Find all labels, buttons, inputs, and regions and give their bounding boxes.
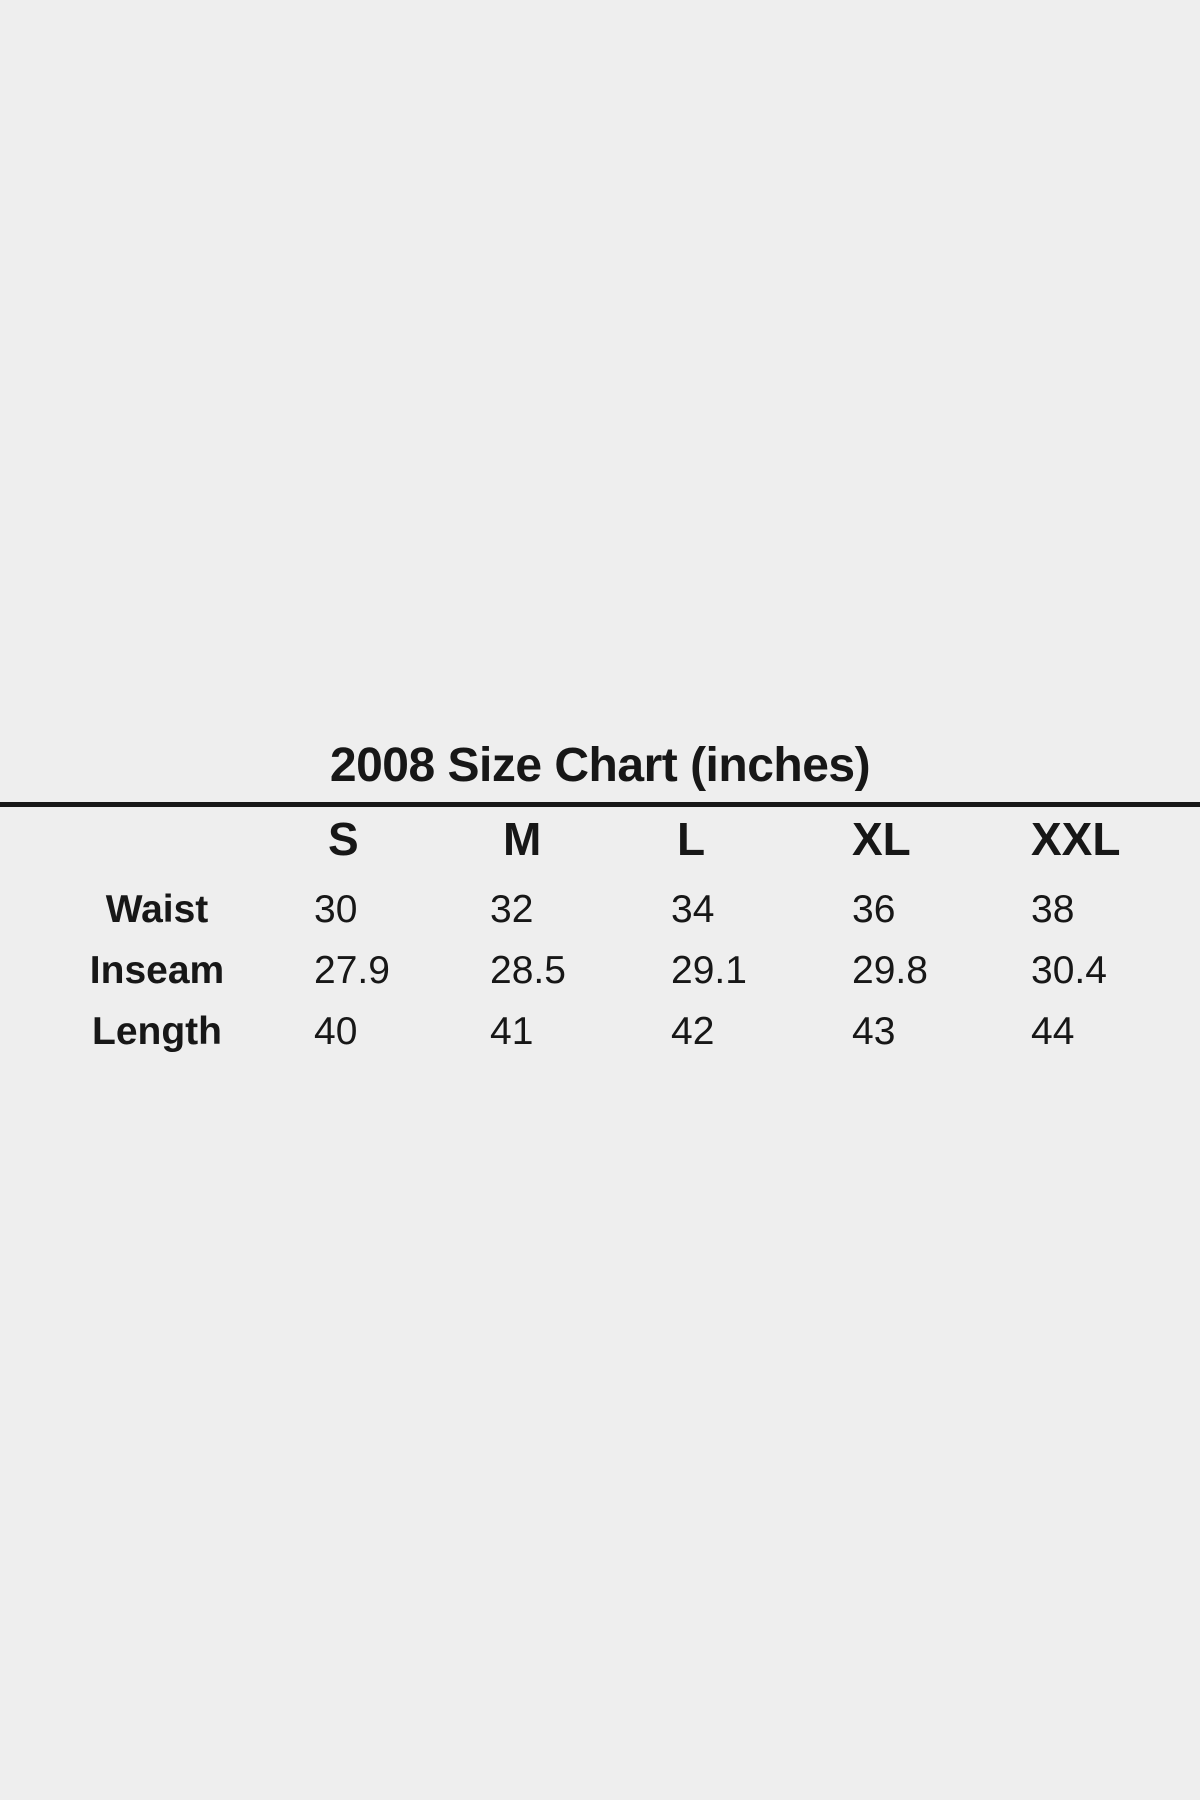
column-header-s: S	[328, 813, 359, 865]
length-value-xxl: 44	[1031, 1010, 1075, 1053]
waist-value-m: 32	[490, 888, 534, 931]
table-row-length	[0, 1012, 1200, 1051]
chart-title: 2008 Size Chart (inches)	[329, 739, 871, 792]
table-header-row	[0, 813, 1200, 865]
column-header-l: L	[677, 813, 706, 865]
waist-value-s: 30	[314, 888, 358, 931]
inseam-value-s: 27.9	[314, 949, 390, 992]
header-spacer-cell	[0, 816, 314, 862]
inseam-value-l: 29.1	[671, 949, 747, 992]
length-value-s: 40	[314, 1010, 358, 1053]
waist-value-l: 34	[671, 888, 715, 931]
waist-value-xl: 36	[852, 888, 896, 931]
table-row-inseam	[0, 951, 1200, 990]
title-divider-line	[0, 802, 1200, 807]
inseam-value-xl: 29.8	[852, 949, 928, 992]
inseam-value-xxl: 30.4	[1031, 949, 1107, 992]
column-header-m: M	[503, 813, 542, 865]
inseam-value-m: 28.5	[490, 949, 566, 992]
column-header-xl: XL	[852, 813, 911, 865]
waist-value-xxl: 38	[1031, 888, 1075, 931]
length-value-xl: 43	[852, 1010, 896, 1053]
row-label-length: Length	[92, 1010, 222, 1053]
length-value-l: 42	[671, 1010, 715, 1053]
column-header-xxl: XXL	[1031, 813, 1121, 865]
row-label-inseam: Inseam	[89, 949, 225, 992]
table-row-waist	[0, 890, 1200, 929]
length-value-m: 41	[490, 1010, 534, 1053]
row-label-waist: Waist	[105, 888, 209, 931]
